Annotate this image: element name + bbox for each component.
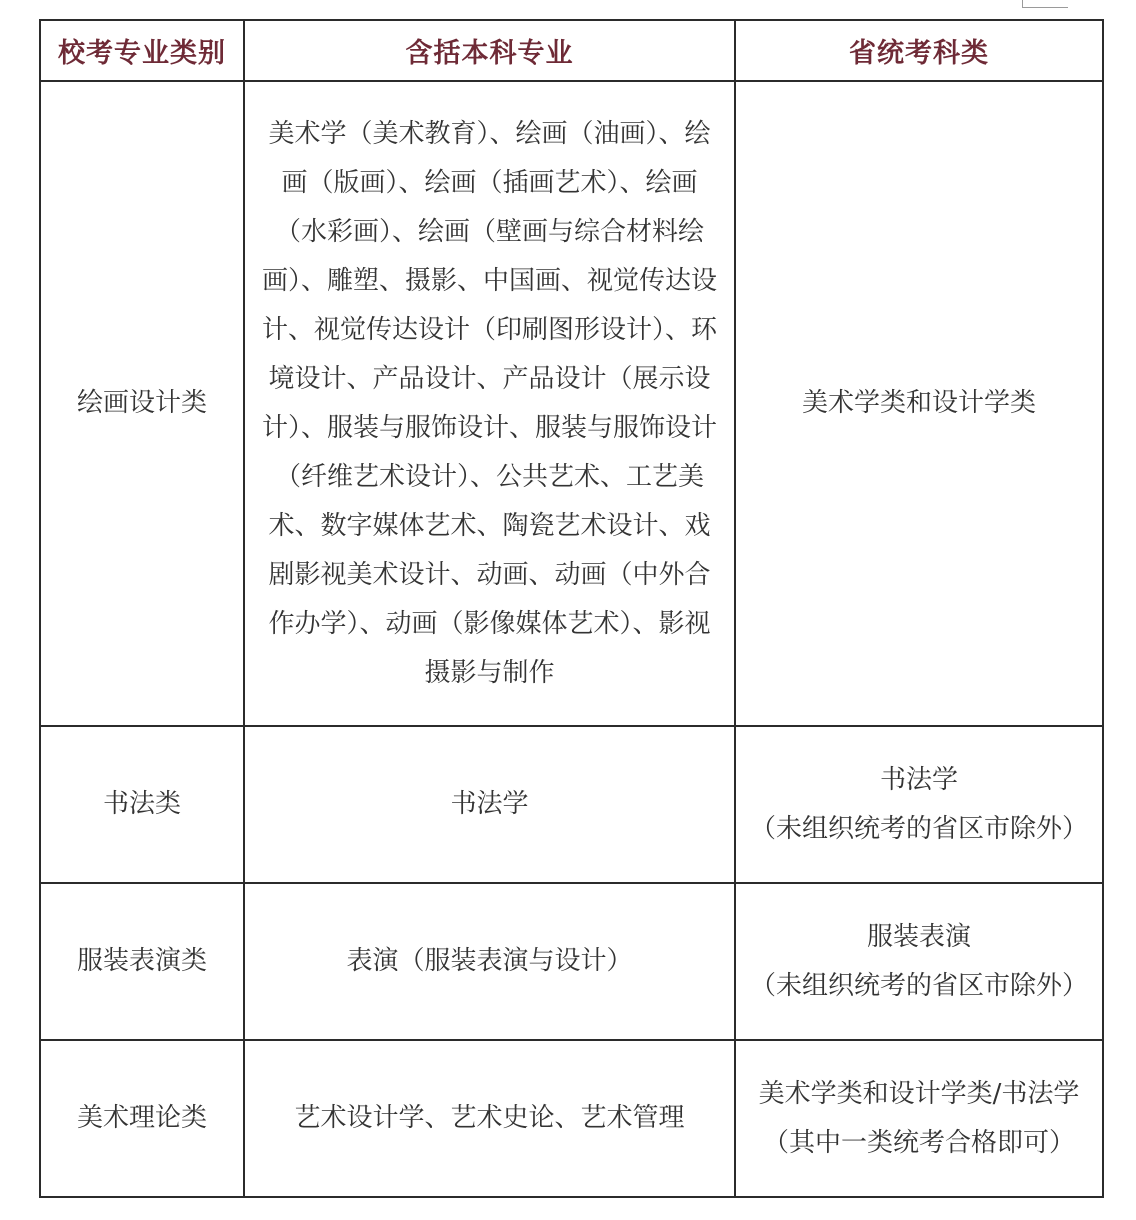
table-row xyxy=(40,1040,1103,1197)
exam-cell xyxy=(735,1040,1103,1197)
table-row xyxy=(40,81,1103,726)
corner-frame-mark xyxy=(1022,0,1068,8)
table-row xyxy=(40,883,1103,1040)
exam-cell xyxy=(735,726,1103,883)
exam-note: （未组织统考的省区市除外） xyxy=(750,813,1089,844)
exam-note: （未组织统考的省区市除外） xyxy=(750,970,1089,1001)
majors-cell: 表演（服装表演与设计） xyxy=(244,883,735,1040)
exam-note: （其中一类统考合格即可） xyxy=(762,1127,1075,1158)
exam-cell xyxy=(735,883,1103,1040)
category-cell: 书法类 xyxy=(40,726,244,883)
majors-cell: 书法学 xyxy=(244,726,735,883)
exam-cell xyxy=(735,81,1103,726)
exam-line: 书法学 xyxy=(879,764,958,795)
exam-line: 美术学类和设计学类/书法学 xyxy=(758,1078,1080,1109)
header-majors: 含括本科专业 xyxy=(244,20,735,81)
majors-table xyxy=(39,19,1104,1198)
majors-cell: 美术学（美术教育）、绘画（油画）、绘画（版画）、绘画（插画艺术）、绘画（水彩画）、绘画（壁画与综合材料绘画）、雕塑、摄影、中国画、视觉传达设计、视觉传达设计（印刷图形设计）、环境设计、产品设计、产品设计（展示设计）、服装与服饰设计、服装与服饰设计（纤维艺术设计）、公共艺术、工艺美术、数字媒体艺术、陶瓷艺术设计、戏剧影视美术设计、动画、动画（中外合作办学）、动画（影像媒体艺术）、影视摄影与制作 xyxy=(244,81,735,726)
category-cell: 服装表演类 xyxy=(40,883,244,1040)
exam-line: 服装表演 xyxy=(866,921,971,952)
category-cell: 美术理论类 xyxy=(40,1040,244,1197)
header-row xyxy=(40,20,1103,81)
header-exam-type: 省统考科类 xyxy=(735,20,1103,81)
category-cell: 绘画设计类 xyxy=(40,81,244,726)
exam-line: 美术学类和设计学类 xyxy=(801,388,1036,418)
majors-cell: 艺术设计学、艺术史论、艺术管理 xyxy=(244,1040,735,1197)
table-row xyxy=(40,726,1103,883)
header-category: 校考专业类别 xyxy=(40,20,244,81)
